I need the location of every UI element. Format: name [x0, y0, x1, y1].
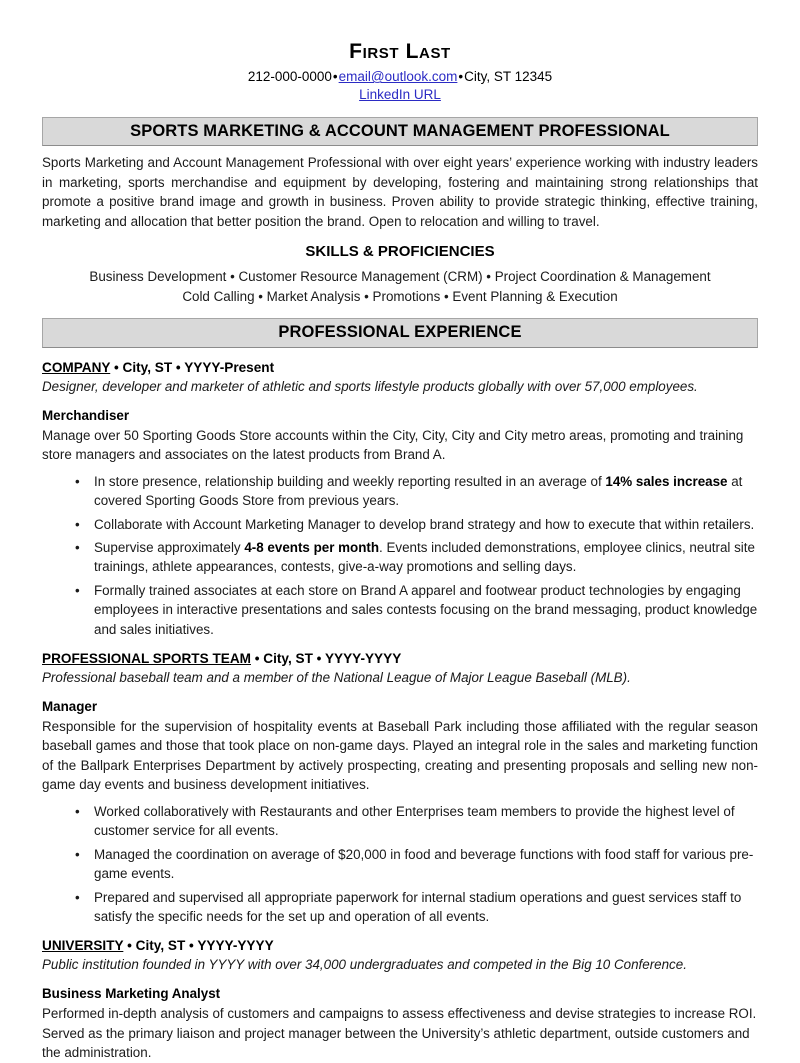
professional-summary: Sports Marketing and Account Management Professional with over eight years’ experience working with industry leaders in marketing, sports merchandise and equipment by developing, fostering and maintaining strong relationships that promote a positive brand image and growth in business. Proven ability to provide strategic thinking, effective training, marketing and allocation that better position the brand. Open to relocation and willing to travel. [42, 155, 758, 229]
organization-name: COMPANY [42, 359, 111, 375]
organization-name: PROFESSIONAL SPORTS TEAM [42, 651, 251, 667]
job-description-paragraph: Performed in-depth analysis of customers and campaigns to assess effectiveness and devise strategies to increase ROI. Served as the primary liaison and project manager between the University’s athletic department, outside customers and the administration. [42, 1006, 757, 1061]
experience-entry [42, 937, 758, 1062]
location-text: City, ST 12345 [464, 69, 553, 85]
headline-banner: SPORTS MARKETING & ACCOUNT MANAGEMENT PROFESSIONAL [42, 117, 758, 147]
bullet-text-tail: . Events included demonstrations, employee clinics, neutral site trainings, athlete appearances, contests, give-a-way promotions and selling days. [94, 540, 755, 575]
skills-line-1: Business Development • Customer Resource Management (CRM) • Project Coordination & Management [89, 269, 711, 285]
organization-meta: • City, ST • YYYY-YYYY [123, 938, 274, 954]
phone-number: 212-000-0000 [247, 69, 332, 85]
bullet-dot-icon: • [75, 473, 80, 489]
achievement-bullet [42, 472, 758, 511]
achievement-bullet [42, 515, 758, 534]
email-link[interactable]: email@outlook.com [338, 69, 458, 85]
bullet-text: In store presence, relationship building and weekly reporting resulted in an average of [94, 473, 606, 489]
bullet-text: Worked collaboratively with Restaurants and other Enterprises team members to provide the highest level of customer service for all events. [94, 803, 735, 839]
candidate-name: First Last [349, 40, 451, 63]
contact-separator-1: • [332, 69, 338, 85]
organization-description: Public institution founded in YYYY with over 34,000 undergraduates and competed in the Big 10 Conference. [42, 957, 687, 973]
achievement-bullet [42, 581, 758, 639]
skills-heading: SKILLS & PROFICIENCIES [305, 243, 495, 261]
organization-description: Designer, developer and marketer of athletic and sports lifestyle products globally with over 57,000 employees. [42, 378, 698, 394]
contact-separator-2: • [458, 69, 464, 85]
bullet-dot-icon: • [75, 803, 80, 819]
experience-entry [42, 359, 758, 639]
organization-meta: • City, ST • YYYY-YYYY [250, 651, 402, 667]
bullet-dot-icon: • [75, 582, 80, 598]
experience-entry-header [42, 359, 758, 377]
organization-name: UNIVERSITY [42, 938, 124, 954]
bullet-dot-icon: • [75, 846, 80, 862]
organization-meta: • City, ST • YYYY-Present [110, 359, 275, 375]
job-title: Manager [42, 698, 98, 714]
bullet-highlight: 4-8 events per month [244, 540, 380, 555]
bullet-text: Supervise approximately [94, 540, 245, 555]
job-description-paragraph: Manage over 50 Sporting Goods Store accounts within the City, City, City and City metro areas, promoting and training store managers and associates on the latest products from Brand A. [42, 427, 744, 463]
experience-entry-header [42, 650, 758, 668]
bullet-text: Managed the coordination on average of $20,000 in food and beverage functions with food staff for various pre-game events. [94, 846, 754, 882]
organization-description: Professional baseball team and a member of the National League of Major League Baseball (MLB). [42, 669, 631, 685]
experience-entry [42, 650, 758, 926]
bullet-text: Prepared and supervised all appropriate paperwork for internal stadium operations and guest services staff to satisfy the specific needs for the set up and operation of all events. [94, 889, 742, 924]
bullet-highlight: 14% sales increase [605, 473, 728, 489]
contact-line-primary [42, 68, 758, 86]
achievement-bullet-list [42, 472, 758, 640]
contact-line-linkedin [42, 86, 758, 104]
skills-line-2: Cold Calling • Market Analysis • Promotions • Event Planning & Execution [182, 288, 618, 304]
job-title: Business Marketing Analyst [42, 986, 221, 1002]
linkedin-url-link[interactable]: LinkedIn URL [359, 87, 441, 103]
achievement-bullet-list [42, 802, 758, 927]
experience-entry-header [42, 937, 758, 955]
bullet-text-tail: at covered Sporting Goods Store from previous years. [94, 473, 743, 509]
bullet-dot-icon: • [75, 540, 80, 555]
bullet-text: Formally trained associates at each store on Brand A apparel and footwear product technologies by engaging employees in interactive presentations and sales contests focusing on the brand messaging, product knowledge and sales initiatives. [94, 582, 758, 637]
achievement-bullet [42, 802, 758, 841]
experience-banner: PROFESSIONAL EXPERIENCE [42, 318, 758, 348]
job-description-paragraph: Responsible for the supervision of hospitality events at Baseball Park including those affiliated with the regular season baseball games and those that took place on non-game days. Played an integral role in the sales and marketing function of the Ballpark Enterprises Department by actively prospecting, creating and presenting proposals and selling new non-game day events and business development initiatives. [42, 719, 758, 793]
achievement-bullet [42, 888, 758, 927]
experience-list [42, 359, 758, 1063]
achievement-bullet [42, 845, 758, 884]
bullet-dot-icon: • [75, 516, 80, 532]
job-title: Merchandiser [42, 407, 130, 423]
bullet-dot-icon: • [75, 889, 80, 905]
achievement-bullet [42, 538, 758, 577]
bullet-text: Collaborate with Account Marketing Manager to develop brand strategy and how to execute that within retailers. [94, 516, 755, 532]
